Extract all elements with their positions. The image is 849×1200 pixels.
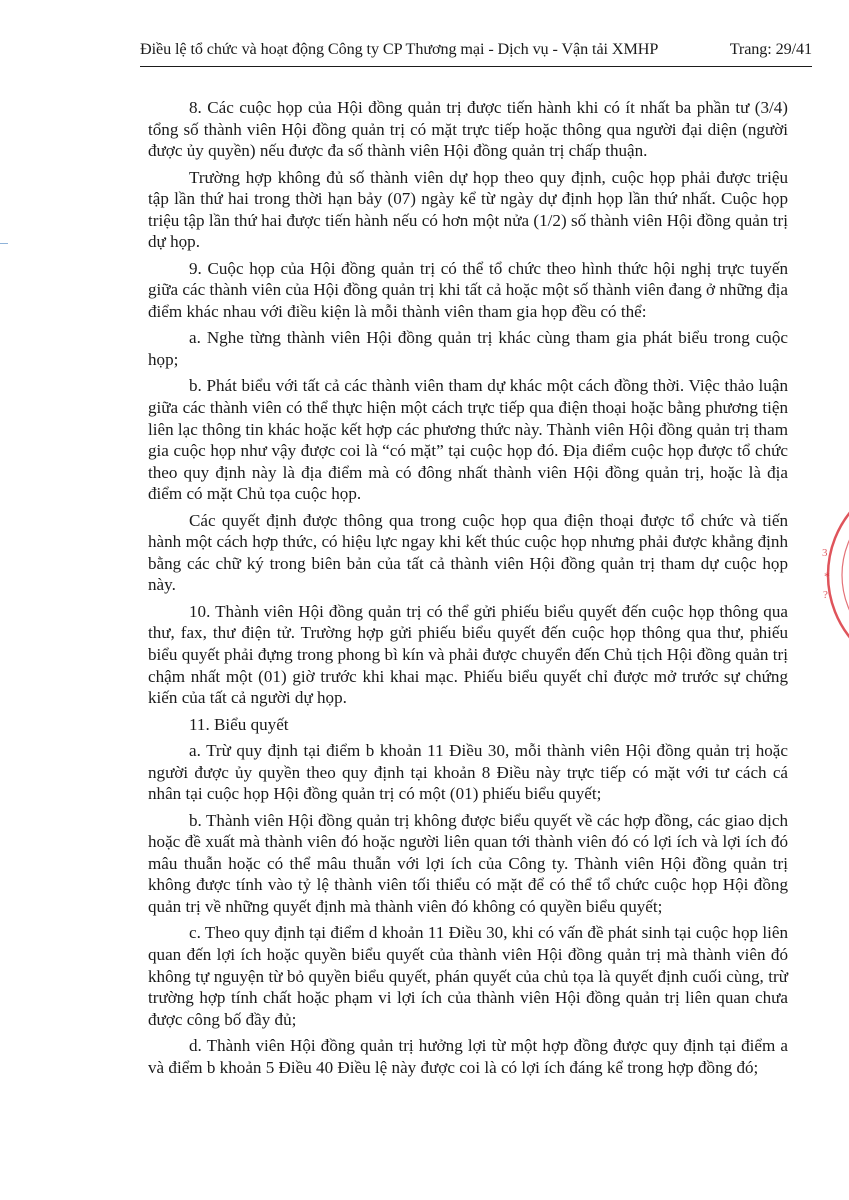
page-header xyxy=(140,40,812,59)
paragraph-clause-8: 8. Các cuộc họp của Hội đồng quản trị được tiến hành khi có ít nhất ba phần tư (3/4) tổng số thành viên Hội đồng quản trị có mặt trực tiếp hoặc thông qua người đại diện (người được ủy quyền) nếu được đa số thành viên Hội đồng quản trị chấp thuận. xyxy=(148,98,788,161)
paragraph-clause-9b: b. Phát biểu với tất cả các thành viên tham dự khác một cách đồng thời. Việc thảo luận giữa các thành viên có thể thực hiện một cách trực tiếp qua điện thoại hoặc bằng phương tiện liên lạc thông tin khác hoặc kết hợp các phương thức này. Thành viên Hội đồng quản trị tham gia cuộc họp như vậy được coi là “có mặt” tại cuộc họp đó. Địa điểm cuộc họp được tổ chức theo quy định này là địa điểm mà có đông nhất thành viên Hội đồng quản trị, hoặc là địa điểm có mặt Chủ tọa cuộc họp. xyxy=(148,376,788,504)
svg-text:?: ? xyxy=(823,589,828,601)
svg-text:*: * xyxy=(824,569,830,583)
paragraph-clause-11d: d. Thành viên Hội đồng quản trị hưởng lợi từ một hợp đồng được quy định tại điểm a và điểm b khoản 5 Điều 40 Điều lệ này được coi là có lợi ích đáng kể trong hợp đồng đó; xyxy=(148,1036,788,1077)
paragraph-clause-11a: a. Trừ quy định tại điểm b khoản 11 Điều 30, mỗi thành viên Hội đồng quản trị hoặc người được ủy quyền theo quy định tại khoản 8 Điều này trực tiếp có mặt với tư cách cá nhân tại cuộc họp Hội đồng quản trị có một (01) phiếu biểu quyết; xyxy=(148,741,788,804)
paragraph-clause-11b: b. Thành viên Hội đồng quản trị không được biểu quyết về các hợp đồng, các giao dịch hoặc đề xuất mà thành viên đó hoặc người liên quan tới thành viên đó có lợi ích và lợi ích đó mâu thuẫn hoặc có thể mâu thuẫn với lợi ích của Công ty. Thành viên Hội đồng quản trị không được tính vào tỷ lệ thành viên tối thiểu có mặt để có thể tổ chức cuộc họp Hội đồng quản trị về những quyết định mà thành viên đó không có quyền biểu quyết; xyxy=(148,810,788,916)
paragraph-clause-9a: a. Nghe từng thành viên Hội đồng quản trị khác cùng tham gia phát biểu trong cuộc họp; xyxy=(148,328,788,369)
document-body xyxy=(148,97,788,1083)
paragraph-clause-10: 10. Thành viên Hội đồng quản trị có thể gửi phiếu biểu quyết đến cuộc họp thông qua thư, fax, thư điện tử. Trường hợp gửi phiếu biểu quyết đến cuộc họp thông qua thư, phiếu biểu quyết phải đựng trong phong bì kín và phải được chuyển đến Chủ tịch Hội đồng quản trị chậm nhất một (01) giờ trước khi khai mạc. Phiếu biểu quyết chỉ được mở trước sự chứng kiến của tất cả người dự họp. xyxy=(148,601,788,708)
company-seal-partial xyxy=(818,470,849,680)
paragraph-clause-9: 9. Cuộc họp của Hội đồng quản trị có thể tổ chức theo hình thức hội nghị trực tuyến giữa các thành viên của Hội đồng quản trị khi tất cả hoặc một số thành viên đang ở những địa điểm khác nhau với điều kiện là mỗi thành viên tham gia họp đều có thể: xyxy=(148,258,788,321)
paragraph-clause-11c: c. Theo quy định tại điểm d khoản 11 Điều 30, khi có vấn đề phát sinh tại cuộc họp liên quan đến lợi ích hoặc quyền biểu quyết của thành viên Hội đồng quản trị mà thành viên đó không tự nguyện từ bỏ quyền biểu quyết, phán quyết của chủ tọa là quyết định cuối cùng, trừ trường hợp tính chất hoặc phạm vi lợi ích của thành viên Hội đồng quản trị liên quan chưa được công bố đầy đủ; xyxy=(148,923,788,1029)
paragraph-clause-8-quorum: Trường hợp không đủ số thành viên dự họp theo quy định, cuộc họp phải được triệu tập lần thứ hai trong thời hạn bảy (07) ngày kể từ ngày dự định họp lần thứ nhất. Cuộc họp triệu tập lần thứ hai được tiến hành nếu có hơn một nửa (1/2) số thành viên Hội đồng quản trị dự họp. xyxy=(148,167,788,252)
paragraph-clause-11-heading: 11. Biểu quyết xyxy=(189,714,289,734)
paragraph-clause-9-decisions: Các quyết định được thông qua trong cuộc họp qua điện thoại được tổ chức và tiến hành một cách hợp thức, có hiệu lực ngay khi kết thúc cuộc họp nhưng phải được khẳng định bằng các chữ ký trong biên bản của tất cả thành viên Hội đồng quản trị tham dự cuộc họp này. xyxy=(148,510,788,595)
svg-text:3: 3 xyxy=(822,547,828,559)
margin-mark xyxy=(0,243,8,244)
header-divider xyxy=(140,66,812,67)
page-number: Trang: 29/41 xyxy=(729,40,812,58)
document-title: Điều lệ tổ chức và hoạt động Công ty CP Thương mại - Dịch vụ - Vận tải XMHP xyxy=(140,40,659,58)
